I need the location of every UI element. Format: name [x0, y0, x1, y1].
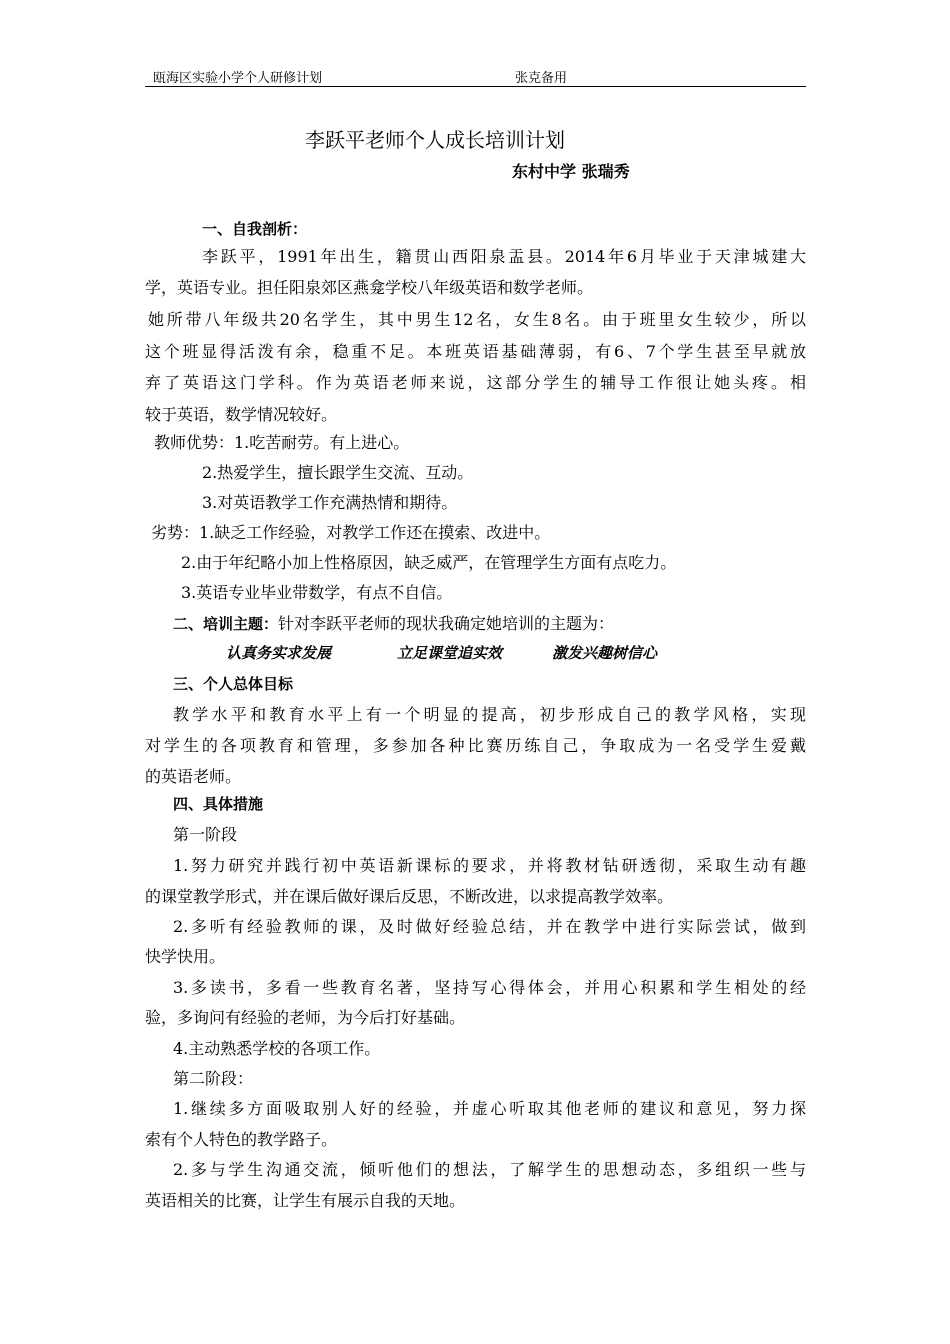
- paragraph-line: 的课堂教学形式，并在课后做好课后反思，不断改进，以求提高教学效率。: [145, 887, 674, 906]
- page-header: [145, 64, 806, 87]
- paragraph-line: 索有个人特色的教学路子。: [145, 1130, 338, 1149]
- paragraph-line: 验，多询问有经验的老师，为今后打好基础。: [145, 1008, 466, 1027]
- stage-heading: 第二阶段：: [173, 1069, 254, 1088]
- weakness-item: 3.英语专业毕业带数学，有点不自信。: [181, 583, 453, 602]
- doc-title: 李跃平老师个人成长培训计划: [305, 128, 565, 152]
- paragraph-line: 4.主动熟悉学校的各项工作。: [173, 1039, 381, 1058]
- section2-text: 针对李跃平老师的现状我确定她培训的主题为：: [278, 614, 615, 633]
- paragraph-line: 教学水平和教育水平上有一个明显的提高，初步形成自己的教学风格，实现: [173, 705, 806, 724]
- paragraph-line: 2.多与学生沟通交流，倾听他们的想法，了解学生的思想动态，多组织一些与: [173, 1160, 806, 1179]
- section2-heading: 二、培训主题：: [173, 615, 279, 633]
- section3-heading: 三、个人总体目标: [173, 675, 294, 693]
- strength-item: 教师优势：1.吃苦耐劳。有上进心。: [154, 433, 410, 452]
- paragraph-line: 快学快用。: [145, 947, 226, 966]
- section2-line: [173, 611, 614, 634]
- strength-item: 3.对英语教学工作充满热情和期待。: [202, 493, 458, 512]
- header-right: 张克备用: [515, 71, 568, 86]
- paragraph-line: 的英语老师。: [145, 767, 242, 786]
- header-left: 瓯海区实验小学个人研修计划: [153, 71, 323, 86]
- motto-1: 认真务实求发展: [226, 644, 332, 662]
- motto-2: 立足课堂追实效: [397, 644, 503, 662]
- strength-item: 2.热爱学生，擅长跟学生交流、互动。: [202, 463, 474, 482]
- weakness-item: 2.由于年纪略小加上性格原因，缺乏威严，在管理学生方面有点吃力。: [181, 553, 677, 572]
- weakness-item: 劣势：1.缺乏工作经验，对教学工作还在摸索、改进中。: [151, 523, 551, 542]
- paragraph-line: 1.继续多方面吸取别人好的经验，并虚心听取其他老师的建议和意见，努力探: [173, 1099, 806, 1118]
- section1-heading: 一、自我剖析：: [202, 220, 308, 238]
- stage-heading: 第一阶段: [173, 825, 238, 844]
- paragraph-line: 她所带八年级共20名学生，其中男生12名，女生8名。由于班里女生较少，所以: [148, 310, 806, 329]
- paragraph-line: 弃了英语这门学科。作为英语老师来说，这部分学生的辅导工作很让她头疼。相: [145, 373, 806, 392]
- paragraph-line: 这个班显得活泼有余，稳重不足。本班英语基础薄弱，有6、7个学生甚至早就放: [145, 342, 806, 361]
- paragraph-line: 3.多读书，多看一些教育名著，坚持写心得体会，并用心积累和学生相处的经: [173, 978, 806, 997]
- section4-heading: 四、具体措施: [173, 795, 264, 813]
- paragraph-line: 学，英语专业。担任阳泉郊区燕龛学校八年级英语和数学老师。: [145, 278, 594, 297]
- paragraph-line: 较于英语，数学情况较好。: [145, 405, 338, 424]
- paragraph-line: 2.多听有经验教师的课，及时做好经验总结，并在教学中进行实际尝试，做到: [173, 917, 806, 936]
- doc-author: 东村中学 张瑞秀: [512, 162, 630, 181]
- paragraph-line: 李跃平，1991年出生，籍贯山西阳泉盂县。2014年6月毕业于天津城建大: [202, 247, 806, 266]
- paragraph-line: 英语相关的比赛，让学生有展示自我的天地。: [145, 1191, 466, 1210]
- paragraph-line: 对学生的各项教育和管理，多参加各种比赛历练自己，争取成为一名受学生爱戴: [145, 736, 806, 755]
- motto-3: 激发兴趣树信心: [552, 644, 658, 662]
- paragraph-line: 1.努力研究并践行初中英语新课标的要求，并将教材钻研透彻，采取生动有趣: [173, 856, 806, 875]
